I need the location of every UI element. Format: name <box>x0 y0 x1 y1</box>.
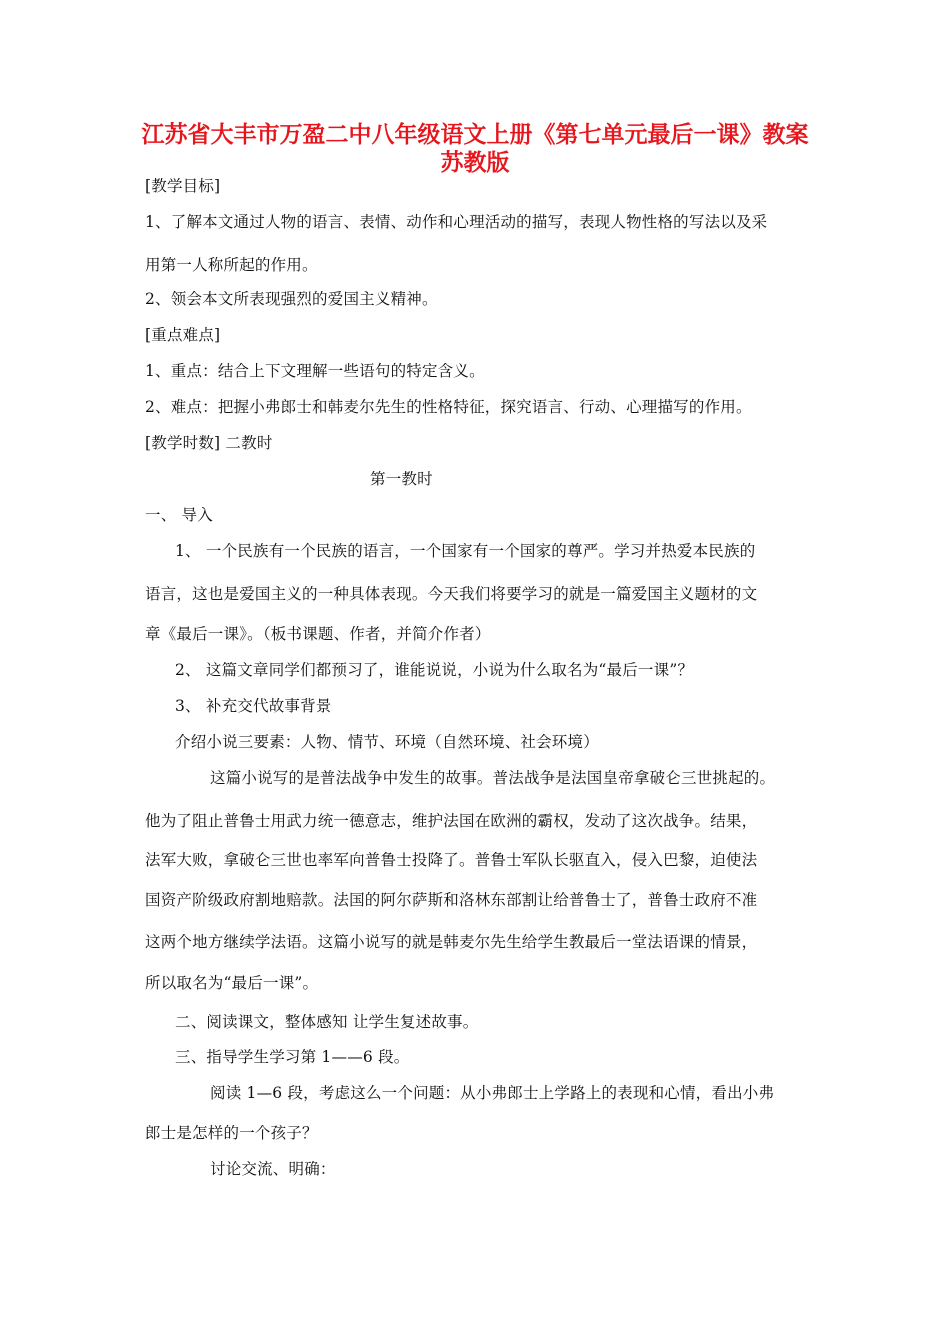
keypoint-2: 2、难点：把握小弗郎士和韩麦尔先生的性格特征，探究语言、行动、心理描写的作用。 <box>145 398 752 416</box>
background-line-2: 他为了阻止普鲁士用武力统一德意志，维护法国在欧洲的霸权，发动了这次战争。结果， <box>145 812 758 830</box>
background-line-5: 这两个地方继续学法语。这篇小说写的就是韩麦尔先生给学生教最后一堂法语课的情景， <box>145 933 758 951</box>
lesson-one-heading: 第一教时 <box>370 470 433 488</box>
paragraph-1-line-2: 语言，这也是爱国主义的一种具体表现。今天我们将要学习的就是一篇爱国主义题材的文 <box>145 585 758 603</box>
background-line-1: 这篇小说写的是普法战争中发生的故事。普法战争是法国皇帝拿破仑三世挑起的。 <box>210 769 776 787</box>
teaching-hours: [教学时数] 二教时 <box>145 434 273 452</box>
document-title-line-1: 江苏省大丰市万盈二中八年级语文上册《第七单元最后一课》教案 <box>141 121 809 148</box>
background-line-3: 法军大败，拿破仑三世也率军向普鲁士投降了。普鲁士军队长驱直入，侵入巴黎，迫使法 <box>145 851 758 869</box>
keypoint-1: 1、重点：结合上下文理解一些语句的特定含义。 <box>145 362 485 380</box>
step-3: 三、指导学生学习第 1——6 段。 <box>175 1048 410 1066</box>
paragraph-2: 2、 这篇文章同学们都预习了，谁能说说，小说为什么取名为“最后一课”？ <box>175 661 694 679</box>
step-2: 二、阅读课文，整体感知 让学生复述故事。 <box>175 1013 479 1031</box>
background-line-6: 所以取名为“最后一课”。 <box>145 974 319 992</box>
objective-2: 2、领会本文所表现强烈的爱国主义精神。 <box>145 290 438 308</box>
objectives-heading: [教学目标] <box>145 177 221 195</box>
paragraph-1-line-3: 章《最后一课》。（板书课题、作者，并简介作者） <box>145 625 491 643</box>
discussion-line: 讨论交流、明确： <box>210 1160 336 1178</box>
paragraph-3: 3、 补充交代故事背景 <box>175 697 332 715</box>
document-title-line-2: 苏教版 <box>440 149 510 176</box>
objective-1-line-2: 用第一人称所起的作用。 <box>145 256 318 274</box>
question-line-1: 阅读 1—6 段，考虑这么一个问题：从小弗郎士上学路上的表现和心情，看出小弗 <box>210 1084 775 1102</box>
keypoints-heading: [重点难点] <box>145 326 221 344</box>
paragraph-1-line-1: 1、 一个民族有一个民族的语言，一个国家有一个国家的尊严。学习并热爱本民族的 <box>175 542 756 560</box>
question-line-2: 郎士是怎样的一个孩子？ <box>145 1124 318 1142</box>
paragraph-4: 介绍小说三要素：人物、情节、环境（自然环境、社会环境） <box>175 733 599 751</box>
intro-heading: 一、 导入 <box>145 506 213 524</box>
objective-1-line-1: 1、了解本文通过人物的语言、表情、动作和心理活动的描写，表现人物性格的写法以及采 <box>145 213 768 231</box>
background-line-4: 国资产阶级政府割地赔款。法国的阿尔萨斯和洛林东部割让给普鲁士了，普鲁士政府不准 <box>145 891 758 909</box>
